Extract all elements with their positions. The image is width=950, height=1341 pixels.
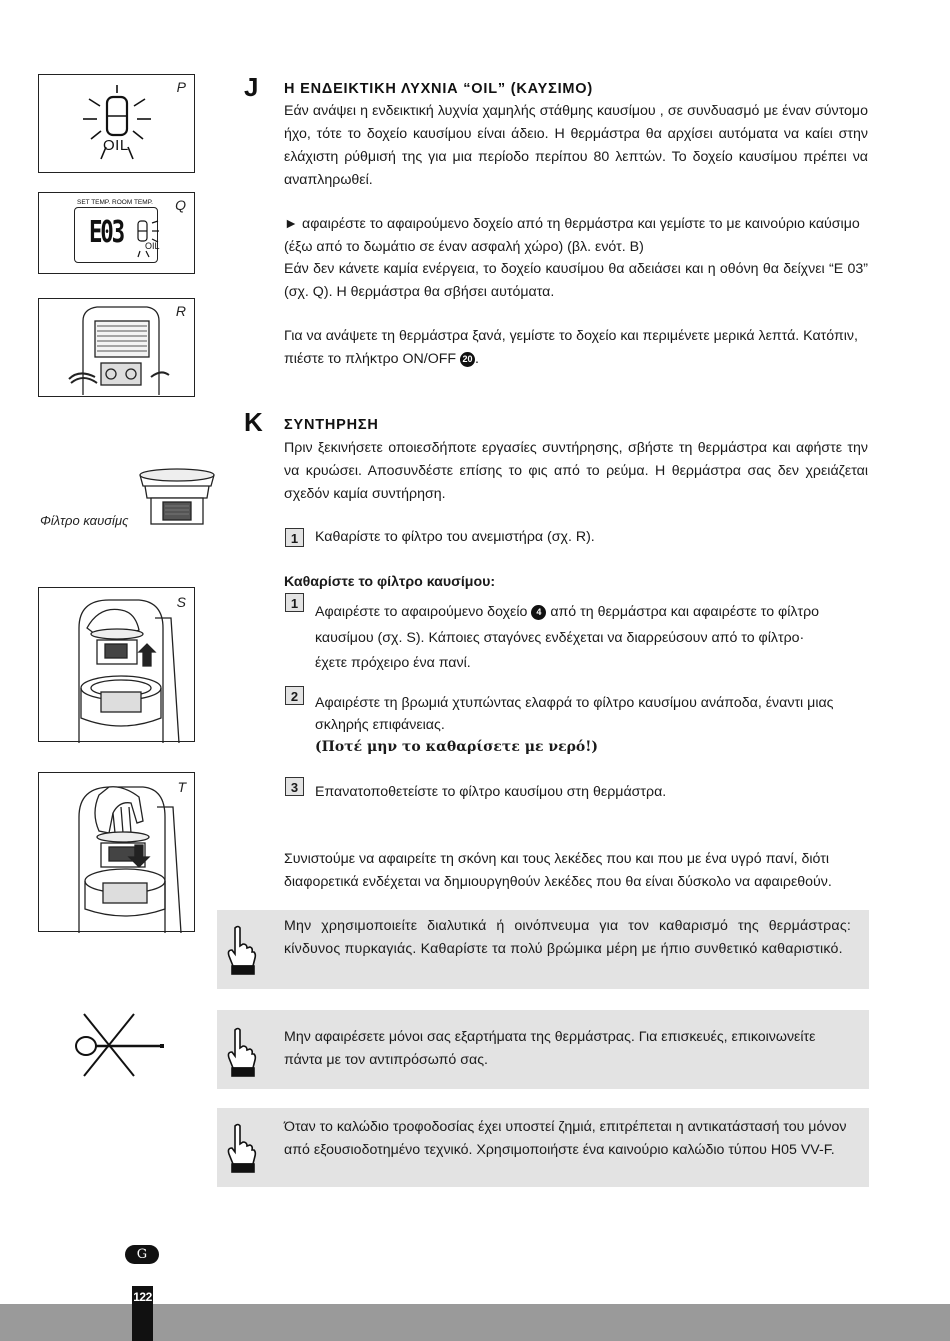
figure-s-letter: S	[176, 594, 186, 610]
on-off-key-reference-icon: 20	[460, 352, 475, 367]
step-1-line-3: έχετε πρόχειρο ένα πανί.	[315, 655, 471, 671]
section-j-paragraph-4-end: .	[475, 351, 479, 367]
figure-q	[38, 192, 195, 274]
section-j-paragraph-2-text: αφαιρέστε το αφαιρούμενο δοχείο από τη θερμάστρα και γεμίστε το με καινούριο καύσιμο (έξω από το δωμάτιο σε έναν ασφαλή χώρο) (βλ. ενότ. B)	[284, 216, 860, 255]
note-text-solvents: Μην χρησιμοποιείτε διαλυτικά ή οινόπνευμα για τον καθαρισμό της θερμάστρας: κίνδυνος πυρκαγιάς. Καθαρίστε τα πολύ βρώμικα μέρη με ήπιο συνθετικό καθαριστικό.	[284, 918, 851, 957]
page-number: 122	[133, 1290, 152, 1304]
figure-q-oil-label: OIL	[145, 241, 160, 251]
section-k-intro: Πριν ξεκινήσετε οποιεσδήποτε εργασίες συντήρησης, σβήστε τη θερμάστρα και αφήστε την να κρυώσει. Αποσυνδέστε επίσης το φις από το ρεύμα. Η θερμάστρα σας δεν χρειάζεται σχεδόν καμία συντήρηση.	[284, 440, 868, 502]
step-1-number: 1	[285, 593, 304, 612]
figure-r	[38, 298, 195, 397]
note-box-disassembly	[217, 1010, 869, 1089]
step-fan-number: 1	[285, 528, 304, 547]
figure-p-letter: P	[176, 79, 186, 95]
step-2-text	[315, 692, 855, 758]
oil-indicator-lamp-icon	[39, 75, 196, 174]
oil-warning-lamp-icon	[39, 193, 196, 275]
step-1-text-a: Αφαιρέστε το αφαιρούμενο δοχείο	[315, 604, 528, 620]
figure-q-error-code: E03	[89, 215, 123, 250]
note-text-disassembly: Μην αφαιρέσετε μόνοι σας εξαρτήματα της θερμάστρας. Για επισκευές, επικοινωνείτε πάντα με τον αντιπρόσωπό σας.	[284, 1029, 816, 1068]
heater-back-fan-filter-icon	[39, 299, 196, 398]
section-k-advice: Συνιστούμε να αφαιρείτε τη σκόνη και τους λεκέδες που και που με ένα υγρό πανί, διότι διαφορετικά ενδέχεται να δημιουργηθούν λεκέδες που θα είναι δύσκολο να αφαιρεθούν.	[284, 851, 832, 890]
note-box-solvents	[217, 910, 869, 989]
fuel-tank-reference-icon: 4	[531, 605, 546, 620]
figure-s	[38, 587, 195, 742]
section-k-letter: K	[244, 407, 263, 437]
step-3-number: 3	[285, 777, 304, 796]
figure-t	[38, 772, 195, 932]
section-j-paragraph-4-text: Για να ανάψετε τη θερμάστρα ξανά, γεμίστε το δοχείο και περιμένετε μερικά λεπτά. Κατόπιν, πιέστε το πλήκτρο ON/OFF	[284, 328, 858, 367]
pointing-hand-icon	[223, 924, 257, 976]
step-1-text-b: από τη θερμάστρα και αφαιρέστε το φίλτρο	[550, 604, 820, 620]
section-k-title: ΣΥΝΤΗΡΗΣΗ	[284, 417, 379, 433]
step-3-text: Επανατοποθετείστε το φίλτρο καυσίμου στη θερμάστρα.	[315, 784, 667, 800]
section-j-paragraph-1: Εάν ανάψει η ενδεικτική λυχνία χαμηλής στάθμης καυσίμου , σε συνδυασμό με έναν σύντομο ήχο, τότε το δοχείο καυσίμου είναι άδειο. Η θερμάστρα θα αρχίσει αυτόματα να καίει στην ελάχιστη ρύθμισή της για μια περίοδο περίπου 80 λεπτών. Το δοχείο καυσίμου πρέπει να αναπληρωθεί.	[284, 103, 868, 188]
step-1-text	[315, 600, 870, 676]
figure-t-letter: T	[177, 779, 186, 795]
figure-r-letter: R	[175, 303, 186, 319]
fuel-filter-caption: Φίλτρο καυσίμς	[40, 513, 129, 528]
section-j-title: Η ΕΝΔΕΙΚΤΙΚΗ ΛΥΧΝΙΑ “OIL” (ΚΑΥΣΙΜΟ)	[284, 81, 593, 97]
pointing-hand-icon	[223, 1122, 257, 1174]
figure-p	[38, 74, 195, 173]
step-fan-text: Καθαρίστε το φίλτρο του ανεμιστήρα (σχ. R).	[315, 529, 595, 545]
step-2-number: 2	[285, 686, 304, 705]
section-j-paragraph-3: Εάν δεν κάνετε καμία ενέργεια, το δοχείο καυσίμου θα αδειάσει και η οθόνη θα δείχνει “E 03” (σχ. Q). Η θερμάστρα θα σβήσει αυτόματα.	[284, 261, 868, 300]
fuel-filter-icon	[137, 466, 217, 530]
note-text-power-cord: Όταν το καλώδιο τροφοδοσίας έχει υποστεί ζημιά, επιτρέπεται η αντικατάστασή του μόνον από εξουσιοδοτημένο τεχνικό. Χρησιμοποιήστε ένα καινούριο καλώδιο τύπου H05 VV-F.	[284, 1119, 847, 1158]
no-tools-icon	[72, 1010, 166, 1080]
pointing-hand-icon	[223, 1026, 257, 1078]
step-2-warning: (Ποτέ μην το καθαρίσετε με νερό!)	[315, 739, 599, 755]
bullet-arrow-icon: ►	[284, 216, 299, 232]
language-badge: G	[125, 1245, 159, 1264]
section-j-paragraph-2	[284, 213, 868, 259]
step-2-instruction: Αφαιρέστε τη βρωμιά χτυπώντας ελαφρά το φίλτρο καυσίμου ανάποδα, έναντι μιας σκληρής επιφάνειας.	[315, 695, 834, 733]
figure-q-display-labels: SET TEMP. ROOM TEMP.	[77, 199, 153, 206]
note-box-power-cord	[217, 1108, 869, 1187]
fuel-filter-heading: Καθαρίστε το φίλτρο καυσίμου:	[284, 574, 496, 590]
section-j-paragraph-4	[284, 325, 868, 371]
remove-fuel-filter-icon	[39, 588, 196, 743]
figure-p-oil-label: OIL	[103, 137, 129, 154]
reinsert-fuel-filter-icon	[39, 773, 196, 933]
section-j-letter: J	[244, 72, 259, 102]
figure-q-letter: Q	[175, 197, 186, 213]
step-1-line-1	[315, 600, 870, 625]
step-1-line-2: καυσίμου (σχ. S). Κάποιες σταγόνες ενδέχεται να διαρρεύσουν από το φίλτρο·	[315, 630, 805, 646]
